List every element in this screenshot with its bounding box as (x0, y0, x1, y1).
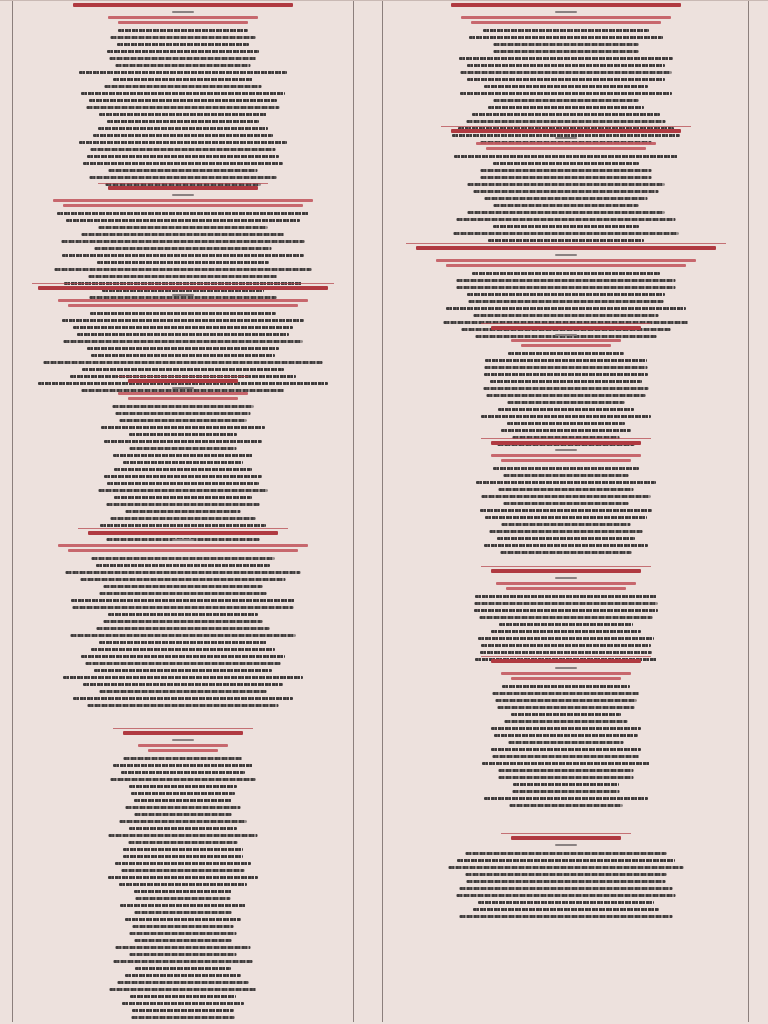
hymn-verse-line (133, 925, 234, 928)
hymn-verse-line (492, 692, 639, 695)
hymn-verse-line (507, 422, 625, 425)
hymn-verse-line (88, 704, 279, 707)
hymn-verse-line (491, 748, 641, 751)
hymn-verse-line (44, 361, 323, 364)
hymn-verse-line (466, 120, 665, 123)
hymn-verse-line (459, 915, 672, 918)
hymn-verse-line (498, 769, 633, 772)
hymn-verse-line (81, 578, 286, 581)
hymn-verse-line (508, 741, 623, 744)
hymn-verse-line (91, 148, 276, 151)
hymn-verse-line (130, 932, 237, 935)
hymn-verse-line (467, 78, 665, 81)
hymn-verse-line (130, 995, 236, 998)
hymn-verse-line (453, 232, 678, 235)
hymn-verse-line (129, 827, 237, 830)
hymn-refrain (506, 587, 626, 590)
hymn-part-label (555, 137, 577, 139)
hymn-divider (32, 283, 334, 284)
hymn-verse-line (83, 162, 283, 165)
hymn-verse-line (93, 134, 273, 137)
hymn-verse-line (480, 651, 652, 654)
hymn-verse-line (459, 57, 673, 60)
hymn-verse-line (485, 516, 647, 519)
hymn-refrain (511, 677, 621, 680)
hymn-refrain (486, 147, 646, 150)
hymn-verse-line (484, 197, 647, 200)
hymn-verse-line (87, 106, 280, 109)
hymn-verse-line (114, 960, 253, 963)
hymn-verse-line (91, 648, 275, 651)
hymn-verse-line (99, 641, 267, 644)
hymn-part-label (172, 739, 194, 741)
hymn-verse-line (135, 939, 232, 942)
hymn-title (38, 286, 328, 290)
hymn-part-label (555, 449, 577, 451)
hymn-verse-line (480, 176, 651, 179)
hymn-verse-line (118, 981, 249, 984)
hymn-verse-line (126, 806, 241, 809)
hymn-verse-line (109, 834, 258, 837)
hymn-verse-line (481, 495, 650, 498)
hymn-divider (481, 656, 651, 657)
hymn-verse-line (484, 544, 648, 547)
hymn-refrain (128, 397, 238, 400)
hymn-verse-line (489, 530, 642, 533)
hymn-verse-line (491, 727, 641, 730)
hymn-verse-line (493, 43, 638, 46)
hymn-verse-line (503, 474, 628, 477)
hymn-verse-line (94, 669, 272, 672)
hymn-verse-line (57, 212, 309, 215)
hymn-verse-line (83, 683, 283, 686)
hymn-verse-line (66, 219, 300, 222)
hymn-verse-line (460, 92, 672, 95)
hymn-part-label (555, 11, 577, 13)
hymn-divider (113, 728, 253, 729)
hymn-verse-line (468, 300, 663, 303)
hymn-verse-line (97, 627, 270, 630)
hymn-verse-line (111, 517, 256, 520)
hymn-refrain (501, 459, 631, 462)
hymn-verse-line (122, 1002, 244, 1005)
hymn-title (491, 441, 641, 445)
hymn-title (451, 129, 681, 133)
hymn-title (491, 569, 641, 573)
hymn-part-label (172, 387, 194, 389)
hymn-verse-line (90, 312, 276, 315)
hymn-refrain (118, 392, 248, 395)
hymn-verse-line (125, 974, 241, 977)
hymn-verse-line (105, 85, 262, 88)
hymn-verse-line (111, 778, 256, 781)
hymn-verse-line (484, 85, 648, 88)
hymn-part-label (172, 11, 194, 13)
hymn-verse-line (488, 106, 644, 109)
hymn-title (511, 836, 621, 840)
hymn-verse-line (460, 71, 671, 74)
hymn-verse-line (123, 461, 243, 464)
hymn-verse-line (81, 655, 285, 658)
hymn-verse-line (110, 988, 257, 991)
hymn-verse-line (71, 634, 296, 637)
hymn-verse-line (89, 99, 277, 102)
hymn-verse-line (122, 869, 245, 872)
hymn-verse-line (120, 820, 247, 823)
hymn-verse-line (99, 489, 268, 492)
hymn-verse-line (55, 268, 312, 271)
hymn-verse-line (456, 286, 675, 289)
hymn-verse-line (467, 211, 664, 214)
hymn-verse-line (498, 408, 634, 411)
hymn-verse-line (107, 503, 260, 506)
hymn-verse-line (511, 713, 621, 716)
hymn-verse-line (79, 141, 287, 144)
hymn-verse-line (493, 99, 638, 102)
hymn-part-label (172, 294, 194, 296)
hymn-verse-line (109, 169, 258, 172)
hymn-verse-line (454, 155, 678, 158)
hymn-verse-line (469, 36, 663, 39)
hymn-verse-line (456, 279, 675, 282)
hymn-verse-line (504, 720, 627, 723)
hymn-verse-line (119, 883, 247, 886)
hymn-verse-line (114, 468, 252, 471)
hymn-part-label (172, 539, 194, 541)
hymn-verse-line (512, 790, 619, 793)
hymn-part-label (555, 844, 577, 846)
hymn-column-left (12, 1, 354, 1022)
hymn-divider (78, 528, 288, 529)
hymn-verse-line (62, 240, 305, 243)
hymn-column-right (382, 1, 749, 1022)
hymn-refrain (68, 304, 298, 307)
hymn-verse-line (118, 29, 248, 32)
hymn-verse-line (97, 261, 269, 264)
hymn-verse-line (500, 551, 631, 554)
hymn-verse-line (479, 616, 652, 619)
hymn-refrain (501, 672, 631, 675)
hymn-verse-line (134, 799, 232, 802)
hymn-refrain (471, 21, 661, 24)
hymn-verse-line (77, 333, 289, 336)
hymn-verse-line (483, 29, 649, 32)
hymn-part-label (172, 194, 194, 196)
hymn-verse-line (136, 897, 231, 900)
hymn-verse-line (129, 433, 237, 436)
hymn-verse-line (87, 347, 279, 350)
hymn-verse-line (480, 169, 651, 172)
hymn-verse-line (483, 387, 648, 390)
hymn-part-label (555, 577, 577, 579)
hymn-verse-line (473, 908, 659, 911)
hymn-verse-line (113, 78, 253, 81)
hymn-verse-line (131, 792, 235, 795)
hymn-verse-line (100, 524, 266, 527)
hymn-refrain (496, 582, 636, 585)
hymn-verse-line (446, 307, 686, 310)
hymn-verse-line (481, 644, 651, 647)
hymn-divider (441, 126, 691, 127)
hymn-divider (481, 323, 651, 324)
hymn-refrain (63, 204, 303, 207)
hymn-verse-line (126, 510, 241, 513)
hymn-verse-line (494, 734, 638, 737)
hymn-verse-line (82, 368, 284, 371)
hymn-verse-line (478, 637, 654, 640)
hymn-verse-line (130, 953, 237, 956)
hymn-verse-line (104, 440, 262, 443)
hymn-verse-line (107, 482, 259, 485)
hymn-verse-line (79, 71, 287, 74)
hymn-verse-line (507, 401, 624, 404)
hymn-verse-line (493, 467, 639, 470)
hymn-verse-line (501, 523, 630, 526)
hymn-refrain (118, 21, 248, 24)
hymn-verse-line (121, 771, 245, 774)
hymn-verse-line (467, 183, 664, 186)
hymn-verse-line (113, 764, 253, 767)
hymn-verse-line (125, 918, 241, 921)
hymn-verse-line (73, 326, 293, 329)
hymn-verse-line (499, 623, 633, 626)
hymn-verse-line (495, 699, 636, 702)
hymn-verse-line (501, 429, 631, 432)
hymn-refrain (68, 549, 298, 552)
hymn-verse-line (123, 855, 243, 858)
hymn-verse-line (113, 405, 254, 408)
hymn-verse-line (459, 887, 672, 890)
hymn-verse-line (493, 225, 639, 228)
hymn-divider (501, 833, 631, 834)
hymn-verse-line (66, 571, 301, 574)
hymn-verse-line (484, 366, 647, 369)
hymn-divider (481, 566, 651, 567)
hymn-verse-line (465, 873, 666, 876)
hymn-verse-line (486, 394, 645, 397)
hymn-verse-line (113, 454, 253, 457)
hymn-verse-line (81, 92, 285, 95)
hymn-verse-line (123, 848, 243, 851)
hymn-verse-line (96, 564, 270, 567)
hymn-verse-line (62, 319, 304, 322)
hymn-verse-line (502, 685, 630, 688)
hymn-verse-line (111, 36, 256, 39)
hymn-verse-line (474, 602, 657, 605)
hymn-refrain (446, 264, 686, 267)
hymn-verse-line (490, 380, 642, 383)
hymn-verse-line (101, 426, 265, 429)
hymn-title (416, 246, 716, 250)
hymn-verse-line (98, 127, 268, 130)
hymn-verse-line (86, 662, 281, 665)
hymn-verse-line (135, 813, 232, 816)
hymn-verse-line (456, 218, 675, 221)
hymn-verse-line (467, 64, 665, 67)
hymn-refrain (148, 749, 218, 752)
hymn-verse-line (132, 1009, 234, 1012)
hymn-part-label (555, 254, 577, 256)
hymn-verse-line (484, 373, 648, 376)
hymn-refrain (108, 16, 258, 19)
hymn-verse-line (481, 415, 651, 418)
hymn-verse-line (114, 496, 252, 499)
hymn-verse-line (509, 804, 622, 807)
hymn-refrain (436, 259, 696, 262)
hymn-verse-line (91, 354, 275, 357)
hymn-verse-line (108, 613, 258, 616)
hymn-verse-line (493, 204, 638, 207)
hymn-verse-line (117, 43, 249, 46)
hymn-verse-line (465, 852, 666, 855)
hymn-verse-line (491, 630, 641, 633)
hymn-verse-line (476, 481, 656, 484)
hymn-verse-line (467, 293, 665, 296)
hymn-verse-line (110, 57, 257, 60)
hymn-verse-line (503, 502, 628, 505)
hymn-verse-line (107, 50, 259, 53)
hymn-verse-line (478, 901, 654, 904)
hymn-verse-line (63, 676, 303, 679)
hymn-verse-line (492, 755, 639, 758)
hymn-verse-line (95, 247, 272, 250)
hymn-verse-line (472, 272, 660, 275)
hymn-verse-line (129, 841, 238, 844)
hymn-verse-line (466, 880, 665, 883)
hymn-title (128, 379, 238, 383)
hymn-verse-line (120, 904, 246, 907)
hymn-verse-line (485, 359, 647, 362)
hymn-verse-line (448, 866, 683, 869)
hymn-refrain (511, 339, 621, 342)
hymn-verse-line (116, 64, 251, 67)
hymn-verse-line (493, 50, 638, 53)
hymn-verse-line (498, 488, 633, 491)
hymn-verse-line (130, 447, 237, 450)
hymn-verse-line (497, 537, 635, 540)
hymn-verse-line (472, 113, 660, 116)
hymn-refrain (53, 199, 313, 202)
hymn-verse-line (120, 419, 247, 422)
hymn-verse-line (90, 176, 277, 179)
hymn-verse-line (62, 254, 304, 257)
hymn-divider (118, 376, 248, 377)
hymn-verse-line (99, 113, 267, 116)
hymn-refrain (491, 454, 641, 457)
hymn-part-label (555, 334, 577, 336)
hymn-verse-line (73, 606, 294, 609)
hymn-verse-line (497, 706, 634, 709)
hymn-title (451, 3, 681, 7)
hymn-verse-line (129, 785, 237, 788)
hymn-title (491, 326, 641, 330)
hymn-verse-line (135, 967, 231, 970)
hymn-verse-line (488, 239, 644, 242)
hymn-title (108, 186, 258, 190)
hymn-refrain (58, 544, 308, 547)
hymn-title (88, 531, 278, 535)
hymn-verse-line (473, 314, 658, 317)
hymn-verse-line (482, 762, 650, 765)
hymn-verse-line (132, 1016, 235, 1019)
hymn-divider (406, 243, 726, 244)
hymn-verse-line (484, 797, 648, 800)
hymn-part-label (555, 667, 577, 669)
hymn-refrain (521, 344, 611, 347)
hymn-verse-line (71, 599, 295, 602)
hymn-verse-line (92, 557, 275, 560)
hymn-verse-line (508, 352, 624, 355)
hymn-verse-line (513, 783, 619, 786)
hymn-verse-line (115, 862, 251, 865)
hymn-verse-line (134, 890, 232, 893)
hymn-verse-line (89, 275, 278, 278)
hymn-verse-line (473, 190, 658, 193)
hymn-verse-line (100, 592, 267, 595)
hymn-verse-line (64, 340, 303, 343)
hymn-verse-line (87, 155, 279, 158)
hymn-verse-line (104, 475, 262, 478)
hymn-divider (481, 438, 651, 439)
hymn-verse-line (108, 876, 258, 879)
hymn-verse-line (493, 162, 639, 165)
hymn-refrain (476, 142, 656, 145)
hymn-verse-line (498, 776, 633, 779)
hymn-verse-line (82, 233, 285, 236)
hymn-verse-line (124, 757, 243, 760)
hymn-verse-line (116, 412, 251, 415)
hymn-refrain (58, 299, 308, 302)
hymn-verse-line (104, 585, 263, 588)
hymn-verse-line (107, 120, 259, 123)
hymn-divider (98, 183, 268, 184)
hymn-verse-line (116, 946, 251, 949)
hymn-verse-line (474, 609, 658, 612)
hymn-title (73, 3, 293, 7)
hymn-verse-line (99, 226, 268, 229)
hymn-refrain (138, 744, 228, 747)
hymn-verse-line (475, 595, 657, 598)
hymn-verse-line (480, 509, 652, 512)
hymn-verse-line (100, 690, 267, 693)
hymn-verse-line (135, 911, 232, 914)
hymn-title (491, 659, 641, 663)
hymn-verse-line (73, 697, 293, 700)
hymn-refrain (461, 16, 671, 19)
hymn-title (123, 731, 243, 735)
hymn-verse-line (456, 894, 675, 897)
hymn-verse-line (104, 620, 263, 623)
hymn-verse-line (457, 859, 675, 862)
